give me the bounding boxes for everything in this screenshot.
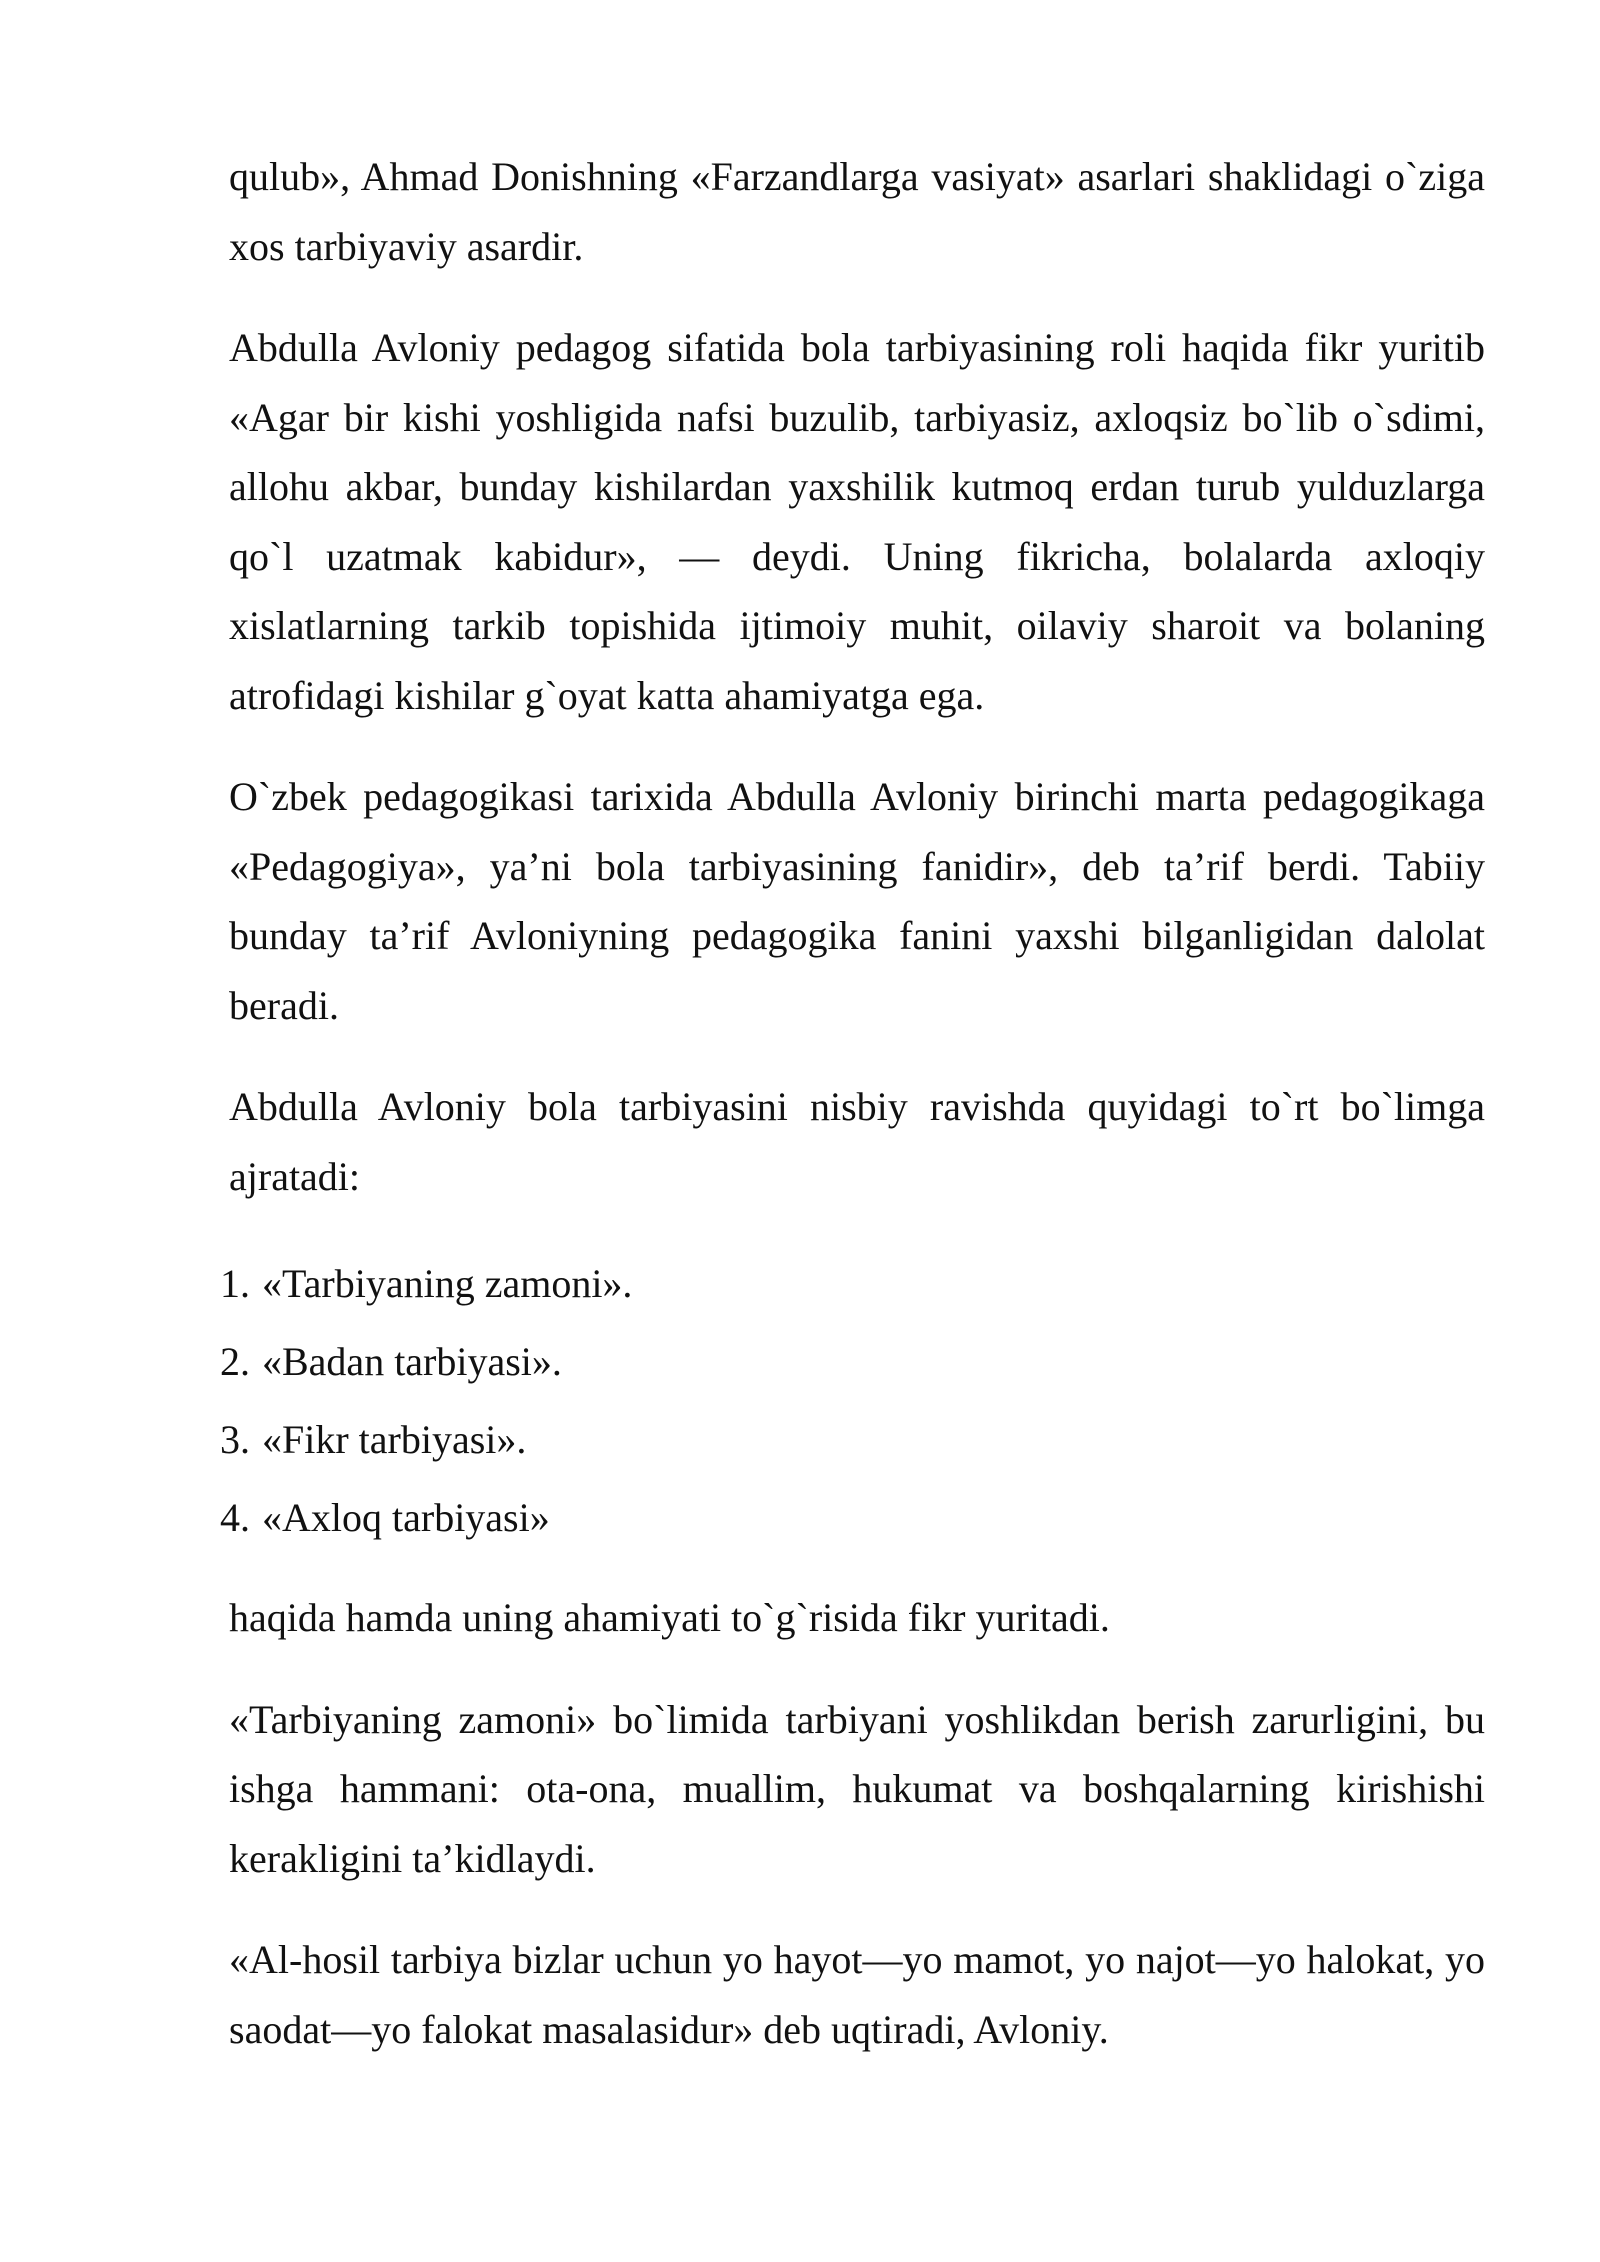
- list-item-number: 4.: [220, 1495, 250, 1540]
- numbered-list: [220, 1245, 1485, 1557]
- list-item-text: «Tarbiyaning zamoni».: [262, 1261, 633, 1306]
- list-item: [220, 1323, 1485, 1401]
- list-item-text: «Fikr tarbiyasi».: [262, 1417, 527, 1462]
- paragraph: haqida hamda uning ahamiyati to`g`risida fikr yuritadi.: [229, 1595, 1110, 1640]
- list-item-text: «Axloq tarbiyasi»: [262, 1495, 550, 1540]
- list-item-number: 2.: [220, 1339, 250, 1384]
- paragraph: «Tarbiyaning zamoni» bo`limida tarbiyani yoshlikdan berish zarurligini, bu ishga hammani: ota-ona, muallim, hukumat va boshqalarning kirishishi kerakligini ta’kidlaydi.: [229, 1696, 1485, 1881]
- list-item-number: 3.: [220, 1417, 250, 1462]
- paragraph: Abdulla Avloniy pedagog sifatida bola tarbiyasining roli haqida fikr yuritib «Agar bir kishi yoshligida nafsi buzulib, tarbiyasiz, axloqsiz bo`lib o`sdimi, allohu akbar, bunday kishilardan yaxshilik kutmoq erdan turub yulduzlarga qo`l uzatmak kabidur», — deydi. Uning fikricha, bolalarda axloqiy xislatlarning tarkib topishida ijtimoiy muhit, oilaviy sharoit va bolaning atrofidagi kishilar g`oyat katta ahamiyatga ega.: [229, 325, 1485, 718]
- paragraph: Abdulla Avloniy bola tarbiyasini nisbiy ravishda quyidagi to`rt bo`limga ajratadi:: [229, 1084, 1485, 1199]
- list-item: [220, 1245, 1485, 1323]
- paragraph: O`zbek pedagogikasi tarixida Abdulla Avloniy birinchi marta pedagogikaga «Pedagogiya», ya’ni bola tarbiyasining fanidir», deb ta’rif berdi. Tabiiy bunday ta’rif Avloniyning pedagogika fanini yaxshi bilganligidan dalolat beradi.: [229, 774, 1485, 1028]
- list-item-text: «Badan tarbiyasi».: [262, 1339, 562, 1384]
- list-item: [220, 1479, 1485, 1557]
- list-item-number: 1.: [220, 1261, 250, 1306]
- paragraph: qulub», Ahmad Donishning «Farzandlarga vasiyat» asarlari shaklidagi o`ziga xos tarbiyaviy asardir.: [229, 154, 1485, 269]
- document-body: [220, 142, 1485, 2096]
- paragraph: «Al-hosil tarbiya bizlar uchun yo hayot—yo mamot, yo najot—yo halokat, yo saodat—yo falokat masalasidur» deb uqtiradi, Avloniy.: [229, 1937, 1485, 2052]
- list-item: [220, 1401, 1485, 1479]
